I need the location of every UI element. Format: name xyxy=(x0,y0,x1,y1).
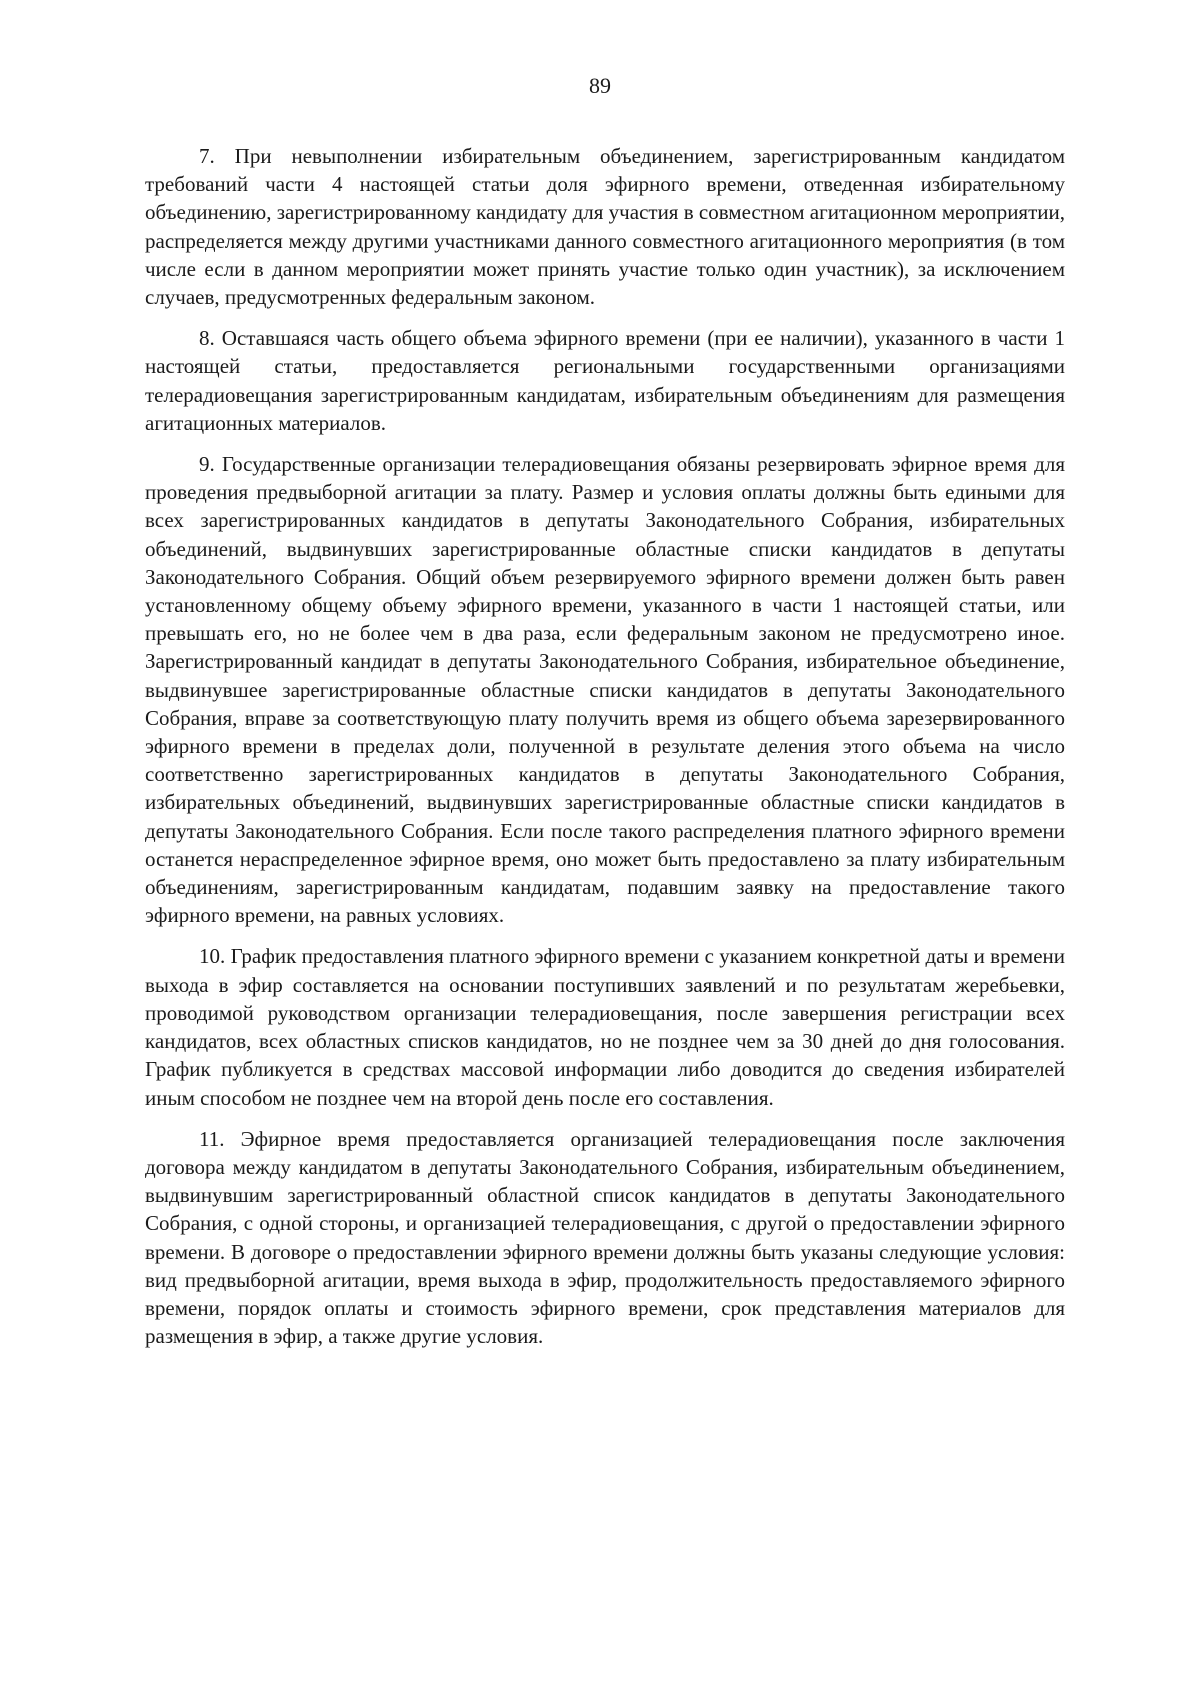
paragraph-11: 11. Эфирное время предоставляется организацией телерадиовещания после заключения договора между кандидатом в депутаты Законодательного Собрания, избирательным объединением, выдвинувшим зарегистрированный областной список кандидатов в депутаты Законодательного Собрания, с одной стороны, и организацией телерадиовещания, с другой о предоставлении эфирного времени. В договоре о предоставлении эфирного времени должны быть указаны следующие условия: вид предвыборной агитации, время выхода в эфир, продолжительность предоставляемого эфирного времени, порядок оплаты и стоимость эфирного времени, срок представления материалов для размещения в эфир, а также другие условия. xyxy=(145,1126,1065,1349)
document-body xyxy=(145,142,1065,1363)
page-number: 89 xyxy=(589,73,611,98)
paragraph-8: 8. Оставшаяся часть общего объема эфирного времени (при ее наличии), указанного в части 1 настоящей статьи, предоставляется региональными государственными организациями телерадиовещания зарегистрированным кандидатам, избирательным объединениям для размещения агитационных материалов. xyxy=(145,326,1065,435)
paragraph-10: 10. График предоставления платного эфирного времени с указанием конкретной даты и времени выхода в эфир составляется на основании поступивших заявлений и по результатам жеребьевки, проводимой руководством организации телерадиовещания, после завершения регистрации всех кандидатов, всех областных списков кандидатов, но не позднее чем за 30 дней до дня голосования. График публикуется в средствах массовой информации либо доводится до сведения избирателей иным способом не позднее чем на второй день после его составления. xyxy=(145,944,1065,1110)
paragraph-9: 9. Государственные организации телерадиовещания обязаны резервировать эфирное время для проведения предвыборной агитации за плату. Размер и условия оплаты должны быть едиными для всех зарегистрированных кандидатов в депутаты Законодательного Собрания, избирательных объединений, выдвинувших зарегистрированные областные списки кандидатов в депутаты Законодательного Собрания. Общий объем резервируемого эфирного времени должен быть равен установленному общему объему эфирного времени, указанного в части 1 настоящей статьи, или превышать его, но не более чем в два раза, если федеральным законом не предусмотрено иное. Зарегистрированный кандидат в депутаты Законодательного Собрания, избирательное объединение, выдвинувшее зарегистрированные областные списки кандидатов в депутаты Законодательного Собрания, вправе за соответствующую плату получить время из общего объема зарезервированного эфирного времени в пределах доли, полученной в результате деления этого объема на число соответственно зарегистрированных кандидатов в депутаты Законодательного Собрания, избирательных объединений, выдвинувших зарегистрированные областные списки кандидатов в депутаты Законодательного Собрания. Если после такого распределения платного эфирного времени останется нераспределенное эфирное время, оно может быть предоставлено за плату избирательным объединениям, зарегистрированным кандидатам, подавшим заявку на предоставление такого эфирного времени, на равных условиях. xyxy=(145,452,1065,928)
paragraph-7: 7. При невыполнении избирательным объединением, зарегистрированным кандидатом требований части 4 настоящей статьи доля эфирного времени, отведенная избирательному объединению, зарегистрированному кандидату для участия в совместном агитационном мероприятии, распределяется между другими участниками данного совместного агитационного мероприятия (в том числе если в данном мероприятии может принять участие только один участник), за исключением случаев, предусмотренных федеральным законом. xyxy=(145,144,1065,310)
